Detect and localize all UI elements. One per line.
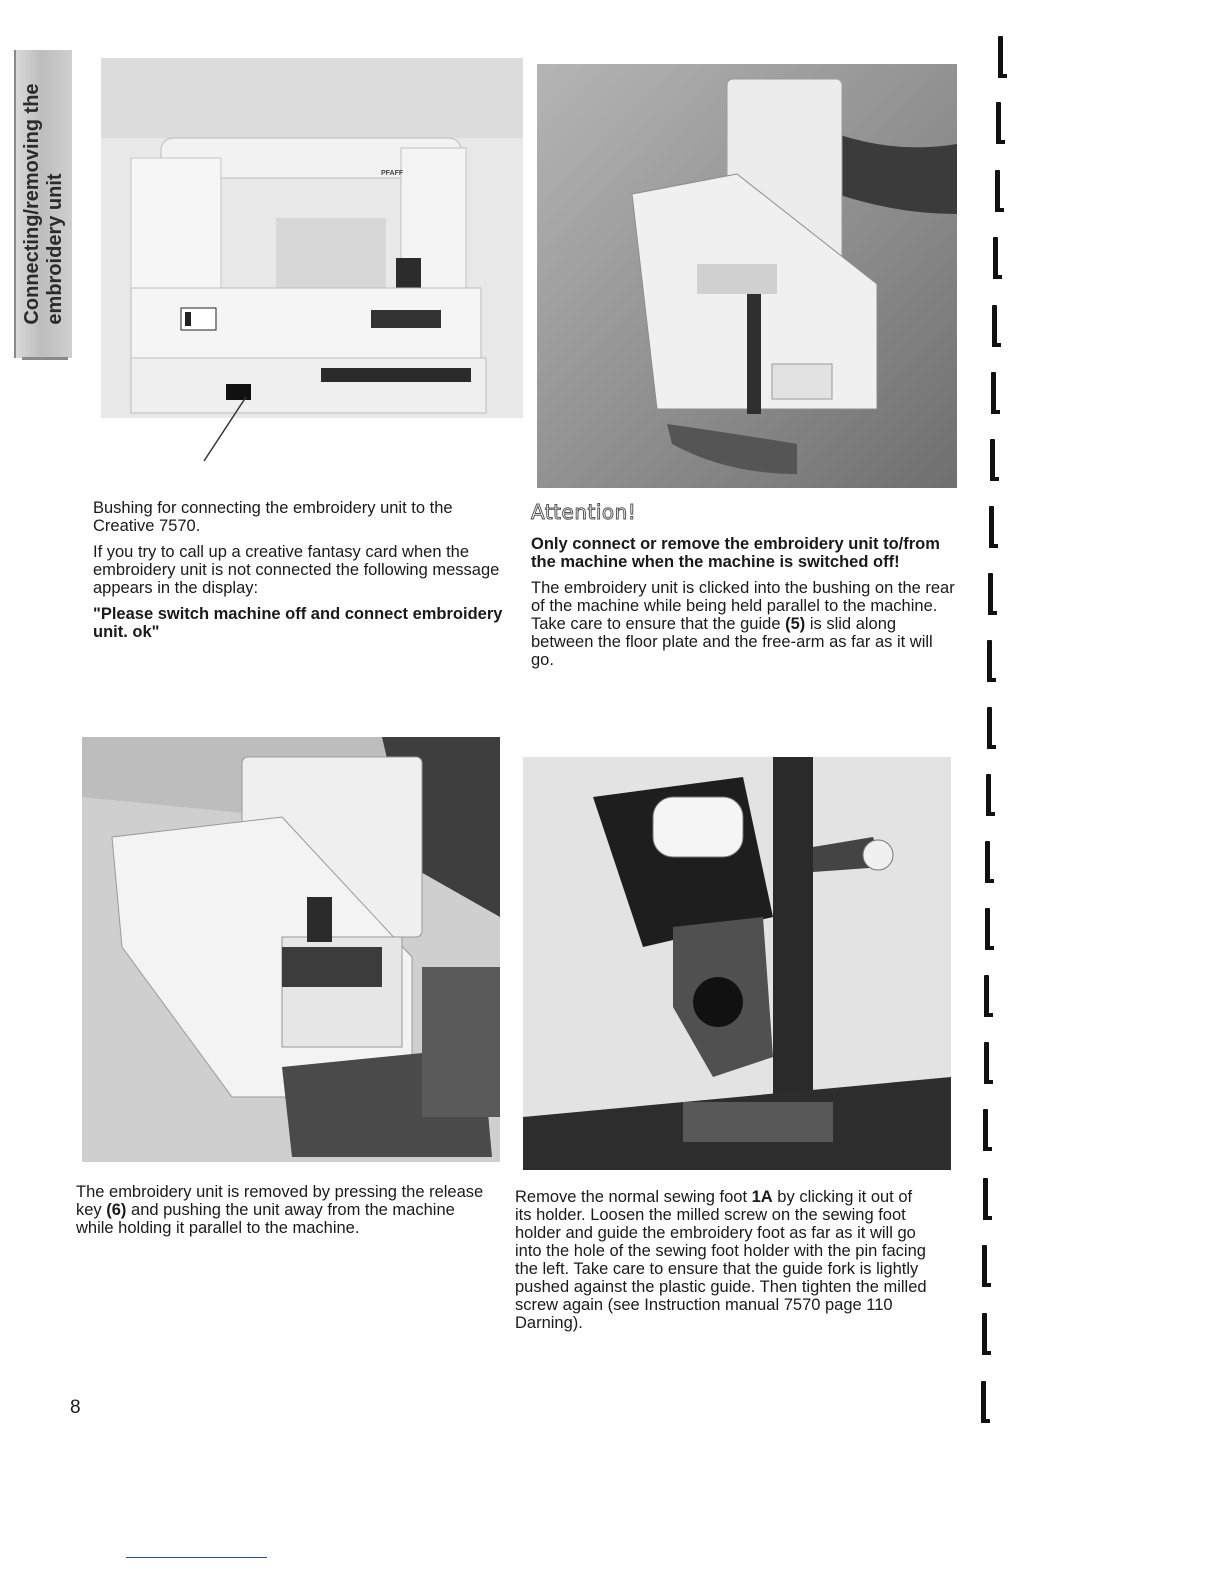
section-foot-text: [515, 1188, 933, 1340]
binding-mark: [995, 170, 1000, 212]
binding-mark: [993, 237, 998, 279]
binding-mark: [982, 1245, 987, 1287]
binding-mark: [989, 506, 994, 548]
display-message: "Please switch machine off and connect embroidery unit. ok": [93, 605, 503, 641]
pointer-line: [200, 395, 250, 465]
section-remove-text: [76, 1183, 496, 1245]
binding-mark: [992, 305, 997, 347]
binding-mark: [984, 1042, 989, 1084]
photo-attach-unit: [537, 64, 957, 488]
bottom-rule: [126, 1557, 267, 1558]
foot-text-2: by clicking it out of its holder. Loosen the milled screw on the sewing foot holder and guide the embroidery foot as far as it will go into the hole of the sewing foot holder with the pin facing the left. Take care to ensure that the guide fork is lightly pushed against the plastic guide. Then tighten the milled screw again (see Instruction manual 7570 page 110 Darning).: [515, 1188, 927, 1332]
bushing-caption: Bushing for connecting the embroidery unit to the Creative 7570.: [93, 499, 453, 535]
remove-text-1: The embroidery unit is removed by pressing the release key: [76, 1183, 484, 1219]
binding-mark: [983, 1109, 988, 1151]
binding-mark: [982, 1313, 987, 1355]
photo-remove-unit: [82, 737, 500, 1162]
binding-mark: [987, 640, 992, 682]
photo-embroidery-foot: [523, 757, 951, 1170]
foot-text-1: Remove the normal sewing foot: [515, 1188, 752, 1206]
binding-mark: [991, 372, 996, 414]
binding-mark: [983, 1178, 988, 1220]
display-paragraph: If you try to call up a creative fantasy card when the embroidery unit is not connected the following message appears in the display:: [93, 543, 500, 597]
side-tab-line2: embroidery unit: [44, 173, 66, 325]
foot-reference: 1A: [751, 1188, 773, 1206]
remove-text-2: and pushing the unit away from the machine while holding it parallel to the machine.: [76, 1201, 455, 1237]
attach-paragraph: [531, 579, 956, 669]
guide-reference: (5): [785, 615, 806, 633]
attention-warning: Only connect or remove the embroidery unit to/from the machine when the machine is switched off!: [531, 535, 940, 571]
side-tab-line1: Connecting/removing the: [21, 83, 43, 325]
attention-title: Attention!: [531, 500, 637, 524]
page-number: 8: [70, 1397, 81, 1418]
binding-mark: [984, 975, 989, 1017]
section-attention: [531, 500, 956, 677]
side-tab-label: [21, 83, 67, 324]
side-tab-underline: [22, 357, 68, 360]
binding-mark: [990, 439, 995, 481]
photo-machine-bushing: [101, 58, 523, 418]
binding-mark: [988, 573, 993, 615]
attach-text-1: The embroidery unit is clicked into the bushing on the rear of the machine while being held parallel to the machine. Take care to ensure that the guide: [531, 579, 955, 633]
binding-mark: [981, 1381, 986, 1423]
binding-mark: [985, 908, 990, 950]
binding-mark: [996, 102, 1001, 144]
release-key-reference: (6): [106, 1201, 127, 1219]
attach-text-2: is slid along between the floor plate and the free-arm as far as it will go.: [531, 615, 933, 669]
side-tab: [14, 50, 72, 358]
binding-mark: [998, 36, 1003, 78]
remove-paragraph: [76, 1183, 496, 1237]
binding-mark: [987, 707, 992, 749]
foot-paragraph: [515, 1188, 933, 1332]
binding-mark: [986, 774, 991, 816]
section-bushing-text: [93, 499, 518, 649]
binding-mark: [985, 841, 990, 883]
photo1-brand-label: PFAFF: [381, 170, 404, 177]
